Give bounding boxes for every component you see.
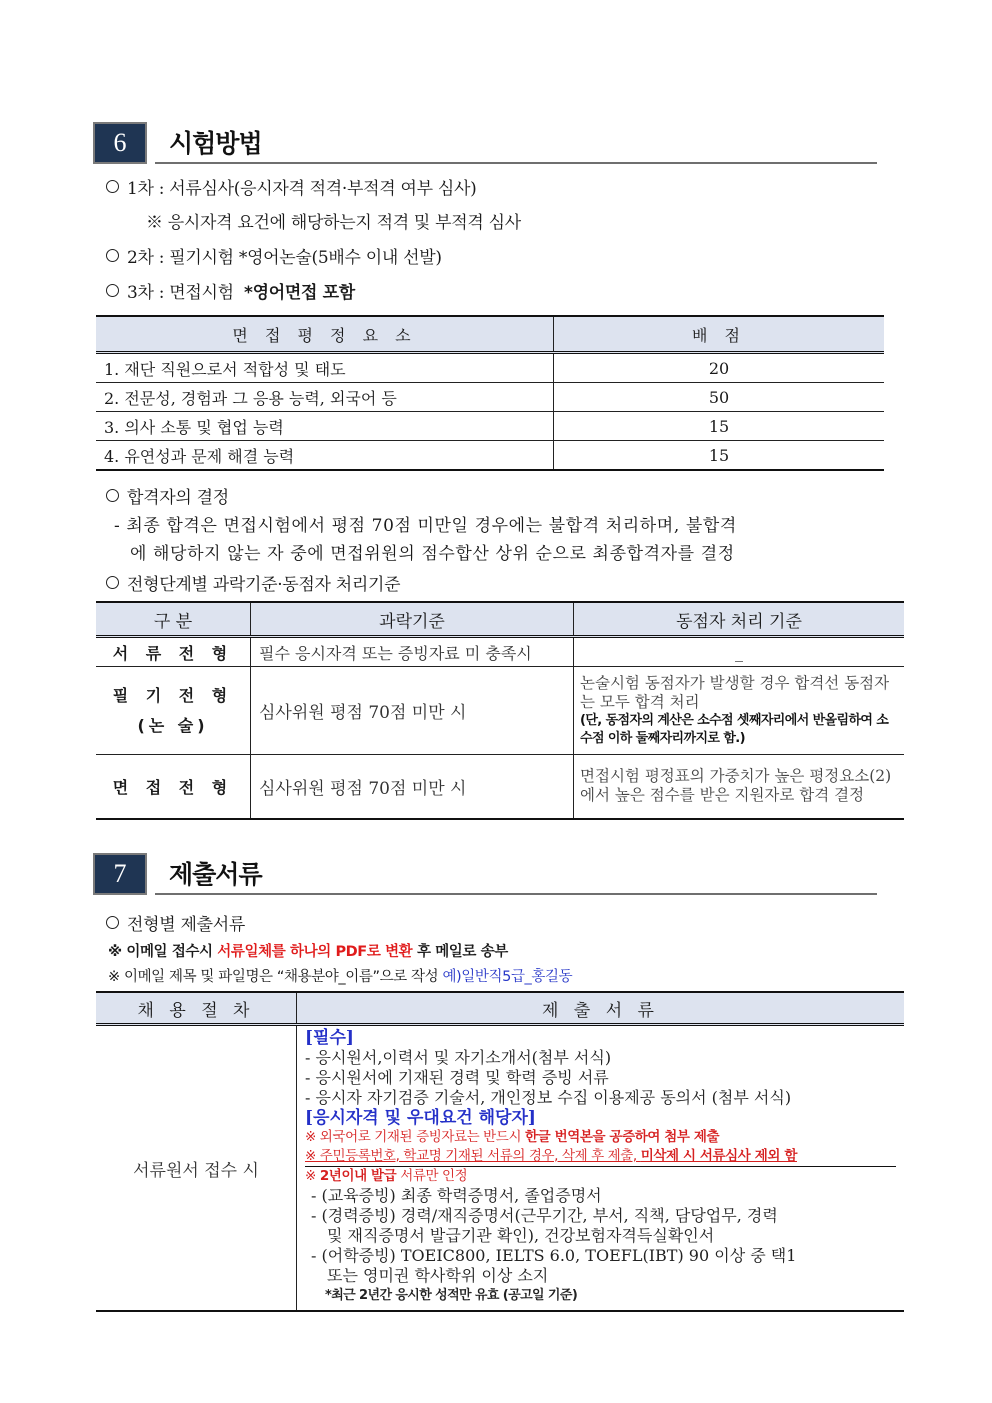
proof-item: - (경력증빙) 경력/재직증명서(근무기간, 부서, 직책, 담당업무, 경력 [311,1206,778,1225]
exam-step-1-note [146,208,521,233]
red-note-bold: 미삭제 시 서류심사 제외 함 [640,1148,797,1164]
required-heading: [필수] [305,1028,354,1048]
email-note-1-highlight: 서류일체를 하나의 PDF로 변환 [217,944,413,960]
email-note-2 [108,965,572,986]
pass-decision-heading-text: 합격자의 결정 [127,488,229,508]
required-documents-table [96,991,904,1312]
submission-heading-text: 전형별 제출서류 [127,915,245,935]
header-criteria: 면 접 평 정 요 소 [96,316,554,353]
score-validity-footnote: *최근 2년간 응시한 성적만 유효 (공고일 기준) [325,1288,578,1303]
tiebreak-cell: 면접시험 평정표의 가중치가 높은 평정요소(2)에서 높은 점수를 받은 지원자로 합격 결정 [574,755,905,819]
header-documents: 제 출 서 류 [297,992,905,1025]
email-note-1-suffix: 후 메일로 송부 [412,944,508,960]
stage-sublabel: (논 술) [137,715,209,735]
section-6-heading [93,122,877,164]
email-note-2-example: 예)일반직5급_홍길동 [442,969,573,985]
circle-bullet-icon [106,180,119,193]
circle-bullet-icon [106,249,119,262]
red-note-text: ※ 외국어로 기재된 증빙자료는 반드시 [305,1129,525,1145]
score-cell: 20 [554,353,885,383]
table-row [96,383,884,412]
required-item: - 응시자 자기검증 기술서, 개인정보 수집 이용제공 동의서 (첨부 서식) [305,1088,792,1107]
red-note-text: 서류만 인정 [396,1168,468,1184]
table-header-row [96,992,904,1025]
proof-item-continued: 또는 영미권 학사학위 이상 소지 [327,1266,549,1285]
criteria-cell: 3. 의사 소통 및 협업 능력 [96,412,554,441]
email-note-1 [108,940,508,961]
circle-bullet-icon [106,284,119,297]
pass-decision-heading [106,483,229,508]
table-row [96,755,904,819]
circle-bullet-icon [106,489,119,502]
table-row [96,667,904,755]
interview-scoring-table [96,315,884,471]
qualified-heading: [응시자격 및 우대요건 해당자] [305,1108,536,1128]
header-tiebreak: 동점자 처리 기준 [574,602,905,637]
criteria-cell: 1. 재단 직원으로서 적합성 및 태도 [96,353,554,383]
table-row [96,1025,904,1312]
red-note-bold: 2년이내 발급 [319,1168,397,1184]
header-cutoff: 과락기준 [251,602,574,637]
tiebreak-cell [574,667,905,755]
stage-cell [96,667,251,755]
circle-bullet-icon [106,576,119,589]
proof-item: - (어학증빙) TOEIC800, IELTS 6.0, TOEFL(IBT) 90 이상 중 택1 [311,1246,797,1265]
section-title: 시험방법 [169,129,262,158]
pass-decision-line-1: - 최종 합격은 면접시험에서 평점 70점 미만일 경우에는 불합격 처리하며, 불합격 [114,516,737,536]
header-procedure: 채 용 절 차 [96,992,297,1025]
proof-item: - (교육증빙) 최종 학력증명서, 졸업증명서 [311,1186,602,1205]
red-note-validity [305,1167,896,1186]
exam-step-2-text: 2차 : 필기시험 *영어논술(5배수 이내 선발) [127,248,442,268]
table-row [96,412,884,441]
cutoff-cell: 필수 응시자격 또는 증빙자료 미 충족시 [251,637,574,667]
cutoff-cell: 심사위원 평점 70점 미만 시 [251,667,574,755]
documents-cell [297,1025,905,1312]
section-number-badge: 6 [93,122,147,164]
tiebreak-text: 논술시험 동점자가 발생할 경우 합격선 동점자는 모두 합격 처리 [580,673,890,711]
table-header-row [96,316,884,353]
section-underline [155,893,877,895]
stage-label: 필 기 전 형 [112,685,234,705]
header-score: 배 점 [554,316,885,353]
exam-step-1-text: 1차 : 서류심사(응시자격 적격·부적격 여부 심사) [127,179,477,199]
red-note-text: ※ 주민등록번호, 학교명 기재된 서류의 경우, 삭제 후 제출, [305,1148,641,1164]
red-note-text: ※ [305,1168,320,1184]
section-underline [155,162,877,164]
exam-step-3-text: 3차 : 면접시험 [127,283,234,303]
cutoff-cell: 심사위원 평점 70점 미만 시 [251,755,574,819]
table-row [96,637,904,667]
submission-heading [106,910,245,935]
criteria-cell: 2. 전문성, 경험과 그 응용 능력, 외국어 등 [96,383,554,412]
exam-step-3-bold: *영어면접 포함 [243,283,355,303]
required-item: - 응시원서,이력서 및 자기소개서(첨부 서식) [305,1048,612,1067]
table-header-row [96,602,904,637]
criteria-heading-text: 전형단계별 과락기준·동점자 처리기준 [127,575,401,595]
exam-step-1 [106,174,476,199]
section-7-heading [93,853,877,895]
stage-cell: 면 접 전 형 [96,755,251,819]
exam-step-2 [106,243,442,268]
exam-step-1-note-text: ※ 응시자격 요건에 해당하는지 적격 및 부적격 심사 [146,213,521,233]
score-cell: 50 [554,383,885,412]
email-note-2-prefix: ※ 이메일 제목 및 파일명은 “채용분야_이름”으로 작성 [108,969,443,985]
section-number-badge: 7 [93,853,147,895]
red-note-bold: 한글 번역본을 공증하여 첨부 제출 [524,1129,720,1145]
tiebreak-note: (단, 동점자의 계산은 소수점 셋째자리에서 반올림하여 소수점 이하 둘째자리까지로 함.) [580,712,889,746]
cutoff-tiebreak-table [96,601,904,820]
red-note-privacy [305,1147,896,1167]
section-title: 제출서류 [169,860,262,889]
header-stage: 구 분 [96,602,251,637]
email-note-1-prefix: ※ 이메일 접수시 [108,944,218,960]
red-note-translation [305,1128,896,1147]
procedure-cell: 서류원서 접수 시 [96,1025,297,1312]
score-cell: 15 [554,441,885,471]
proof-item-continued: 및 재직증명서 발급기관 확인), 건강보험자격득실확인서 [327,1226,715,1245]
stage-cell: 서 류 전 형 [96,637,251,667]
circle-bullet-icon [106,916,119,929]
criteria-heading [106,570,400,595]
exam-step-3 [106,278,355,303]
table-row [96,353,884,383]
required-item: - 응시원서에 기재된 경력 및 학력 증빙 서류 [305,1068,609,1087]
tiebreak-cell: _ [574,637,905,667]
pass-decision-line-2: 에 해당하지 않는 자 중에 면접위원의 점수합산 상위 순으로 최종합격자를 결정 [130,544,735,564]
score-cell: 15 [554,412,885,441]
table-row [96,441,884,471]
criteria-cell: 4. 유연성과 문제 해결 능력 [96,441,554,471]
